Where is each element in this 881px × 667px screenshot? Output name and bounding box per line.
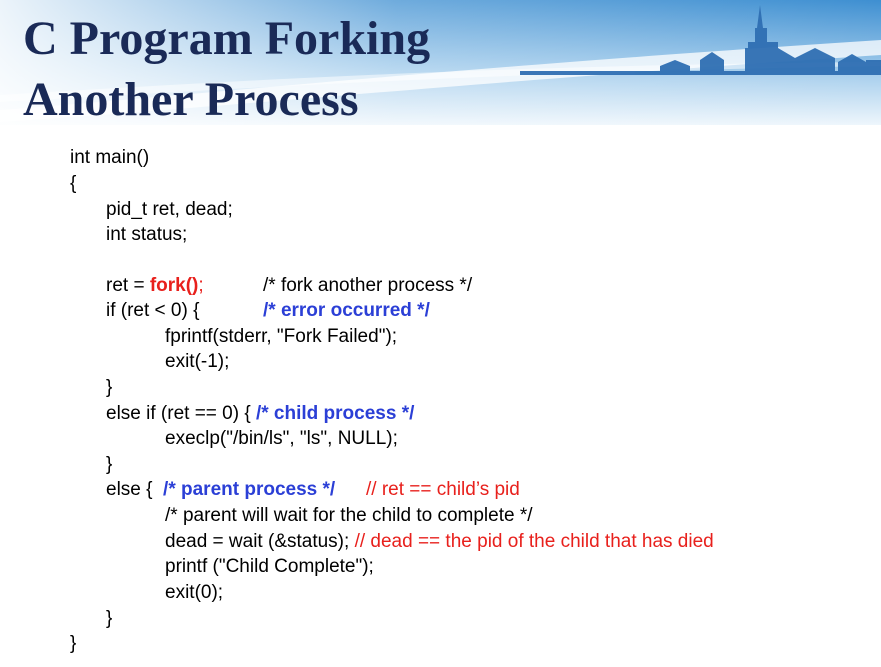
code-text: int status; (106, 224, 188, 245)
code-text: ; (198, 275, 204, 296)
code-text: /* child process */ (255, 403, 415, 424)
code-line (106, 454, 112, 476)
code-line (106, 199, 233, 221)
code-text: // dead == the pid of the child that has died (354, 531, 714, 552)
code-line (106, 300, 199, 322)
code-text: /* error occurred */ (263, 300, 430, 321)
code-text: /* parent process */ (163, 479, 336, 500)
code-line (106, 608, 112, 630)
code-text: else { (106, 479, 164, 500)
code-line (165, 556, 374, 578)
code-line (70, 173, 76, 195)
code-comment (263, 300, 430, 322)
code-line (106, 377, 112, 399)
code-text: ret = (106, 275, 150, 296)
code-line (106, 224, 187, 246)
code-text: if (ret < 0) { (106, 300, 200, 321)
code-text: printf ("Child Complete"); (165, 556, 374, 577)
code-text: } (106, 377, 113, 398)
code-line (165, 505, 533, 527)
code-text: /* fork another process */ (263, 275, 473, 296)
code-line (106, 403, 414, 425)
code-text: exit(0); (165, 582, 224, 603)
code-text: fprintf(stderr, "Fork Failed"); (165, 326, 398, 347)
code-text: pid_t ret, dead; (106, 199, 233, 220)
code-text: else if (ret == 0) { (106, 403, 256, 424)
code-text: /* parent will wait for the child to complete */ (165, 505, 533, 526)
code-line (70, 147, 149, 169)
code-line (165, 351, 229, 373)
fork-call: fork() (149, 275, 199, 296)
code-text: execlp("/bin/ls", "ls", NULL); (165, 428, 398, 449)
code-line (106, 275, 204, 297)
code-line (165, 326, 397, 348)
code-comment (263, 275, 472, 297)
code-line (165, 582, 223, 604)
code-text: } (106, 454, 113, 475)
code-line (165, 428, 398, 450)
code-line (165, 531, 714, 553)
code-text: } (106, 608, 113, 629)
code-line (106, 479, 335, 501)
code-line (70, 633, 76, 655)
slide-title-line-1: C Program Forking (23, 12, 431, 65)
code-comment (366, 479, 520, 501)
slide-title-line-2: Another Process (23, 73, 359, 126)
code-text: { (70, 173, 77, 194)
code-text: exit(-1); (165, 351, 230, 372)
code-text: dead = wait (&status); (165, 531, 355, 552)
code-text: int main() (70, 147, 150, 168)
code-text: } (70, 633, 77, 654)
code-text: // ret == child’s pid (366, 479, 520, 500)
